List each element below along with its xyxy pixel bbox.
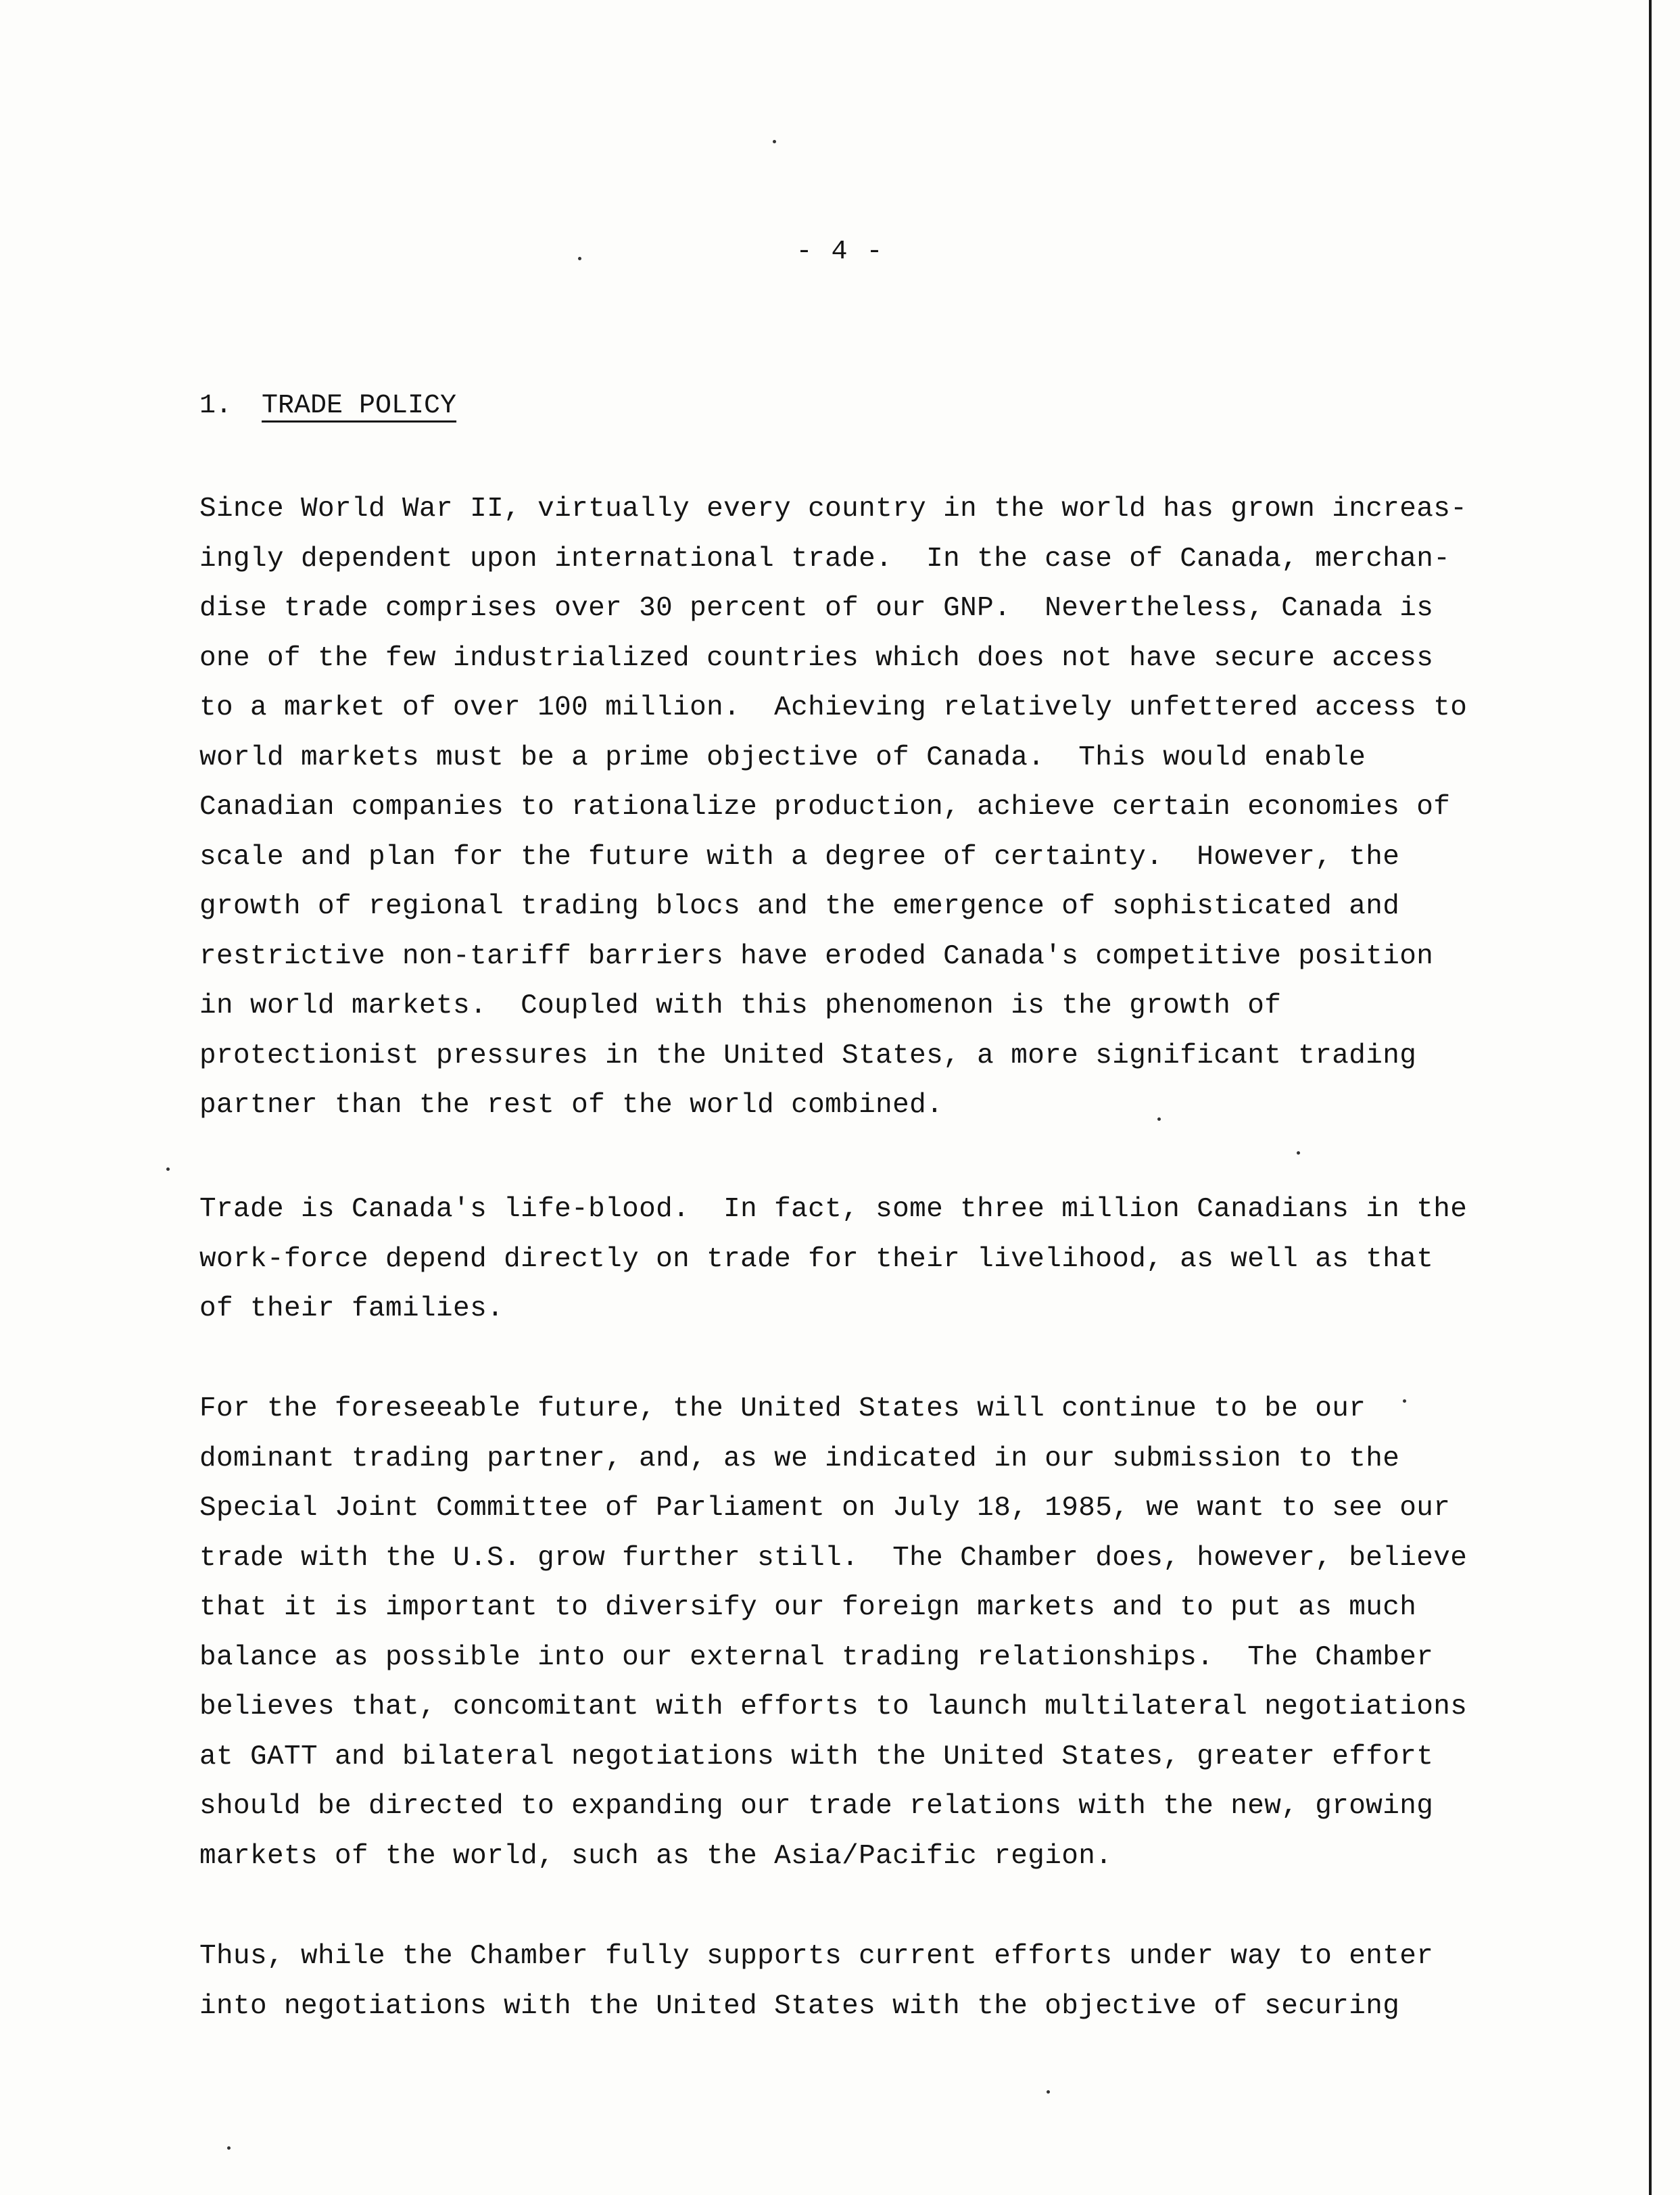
scan-speck (1047, 2090, 1050, 2094)
section-number: 1. (199, 391, 233, 421)
text-line: ingly dependent upon international trade. In the case of Canada, merchan- (199, 543, 1451, 575)
text-line: that it is important to diversify our foreign markets and to put as much (199, 1592, 1417, 1623)
text-line: Trade is Canada's life-blood. In fact, some three million Canadians in the (199, 1194, 1468, 1225)
text-line: Special Joint Committee of Parliament on July 18, 1985, we want to see our (199, 1493, 1451, 1524)
text-line: should be directed to expanding our trade relations with the new, growing (199, 1791, 1434, 1822)
text-line: markets of the world, such as the Asia/Pacific region. (199, 1840, 1113, 1872)
text-line: Canadian companies to rationalize production, achieve certain economies of (199, 792, 1451, 823)
text-line: in world markets. Coupled with this phenomenon is the growth of (199, 990, 1282, 1021)
scan-speck (227, 2146, 231, 2150)
paragraph-chamber-support (199, 1932, 1484, 2031)
text-line: to a market of over 100 million. Achieving relatively unfettered access to (199, 692, 1468, 723)
scan-speck (1297, 1151, 1300, 1155)
text-line: Thus, while the Chamber fully supports current efforts under way to enter (199, 1941, 1434, 1972)
text-line: world markets must be a prime objective of Canada. This would enable (199, 742, 1366, 773)
paragraph-trade-lifeblood (199, 1185, 1484, 1334)
text-line: work-force depend directly on trade for their livelihood, as well as that (199, 1243, 1434, 1275)
text-line: scale and plan for the future with a degree of certainty. However, the (199, 841, 1400, 873)
page-binding-edge (1649, 0, 1652, 2195)
text-line: of their families. (199, 1293, 504, 1324)
paragraph-trade-dependence (199, 485, 1484, 1131)
text-line: balance as possible into our external trading relationships. The Chamber (199, 1641, 1434, 1673)
section-heading (199, 391, 456, 421)
text-line: partner than the rest of the world combined. (199, 1090, 944, 1121)
text-line: one of the few industrialized countries which does not have secure access (199, 642, 1434, 674)
text-line: into negotiations with the United States with the objective of securing (199, 1990, 1400, 2022)
text-line: restrictive non-tariff barriers have eroded Canada's competitive position (199, 940, 1434, 972)
section-title: TRADE POLICY (262, 391, 457, 421)
text-line: growth of regional trading blocs and the emergence of sophisticated and (199, 891, 1400, 922)
paragraph-us-partner (199, 1384, 1484, 1881)
text-line: dominant trading partner, and, as we indicated in our submission to the (199, 1443, 1400, 1474)
text-line: trade with the U.S. grow further still. The Chamber does, however, believe (199, 1542, 1468, 1574)
scan-speck (773, 140, 776, 143)
text-line: protectionist pressures in the United States, a more significant trading (199, 1040, 1417, 1071)
scan-speck (166, 1167, 170, 1171)
text-line: For the foreseeable future, the United States will continue to be our (199, 1393, 1366, 1424)
text-line: dise trade comprises over 30 percent of our GNP. Nevertheless, Canada is (199, 593, 1434, 624)
text-line: Since World War II, virtually every country in the world has grown increas- (199, 493, 1468, 525)
text-line: believes that, concomitant with efforts to launch multilateral negotiations (199, 1691, 1468, 1722)
page-number: - 4 - (796, 237, 884, 267)
text-line: at GATT and bilateral negotiations with the United States, greater effort (199, 1741, 1434, 1772)
